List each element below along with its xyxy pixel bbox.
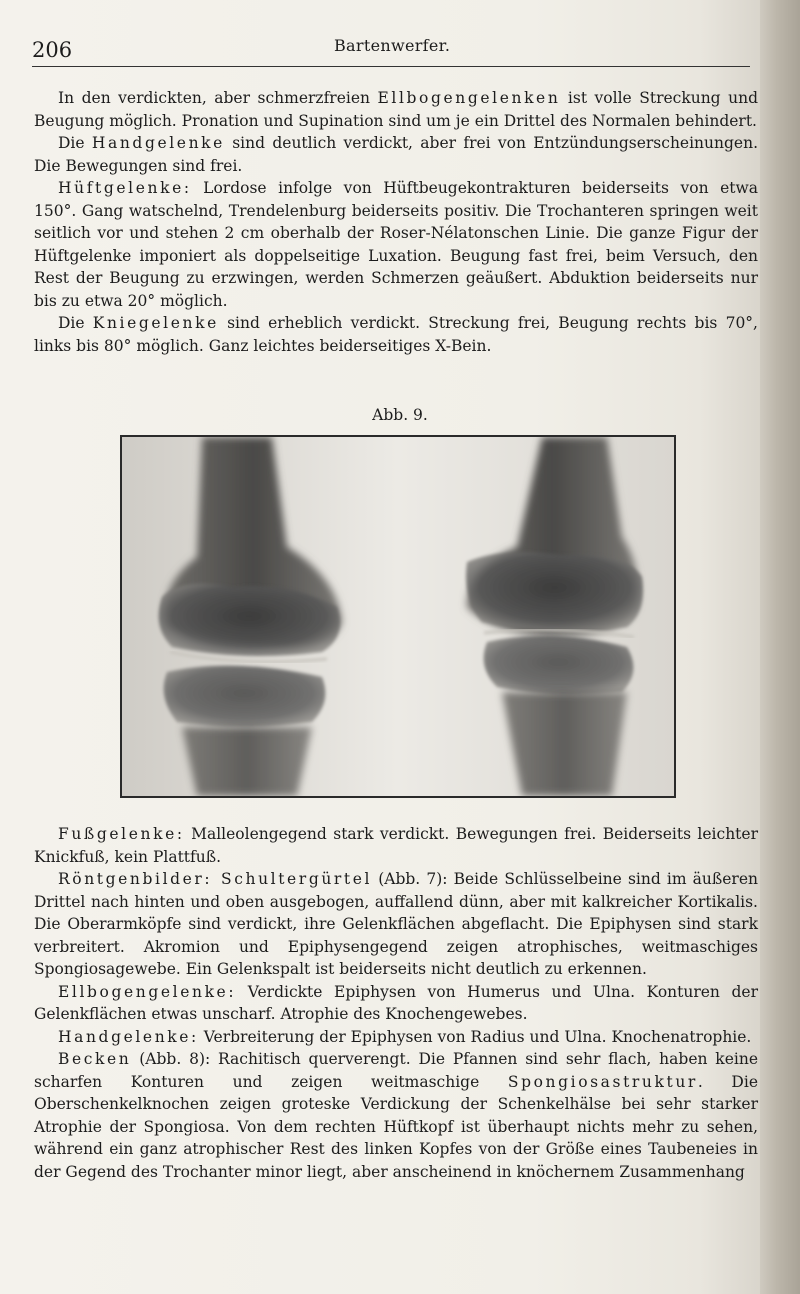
text-run: sind erheblich verdickt. Streckung frei, Beugung rechts bis 70°, links bis 80° möglich. Ganz leichtes beiderseitiges X-Bein.: [34, 314, 758, 355]
page-number: 206: [32, 38, 73, 62]
text-run: Lordose infolge von Hüftbeugekontrakturen beiderseits von etwa 150°. Gang watschelnd, Trendelenburg beiderseits positiv. Die Trochanteren springen weit seitlich vor und stehen 2 cm oberhalb der Roser-Nélatonschen Linie. Die ganze Figur der Hüftgelenke imponiert als doppelseitige Luxation. Beugung fast frei, beim Versuch, den Rest der Beugung zu erzwingen, werden Schmerzen geäußert. Abduktion beiderseits nur bis zu etwa 20° möglich.: [34, 179, 758, 310]
text-run: ist volle Streckung und Beugung möglich. Pronation und Supination sind um je ein Drittel des Normalen behindert.: [34, 89, 758, 130]
paragraph-handgelenke: [34, 132, 758, 177]
spaced-lead: Becken: [58, 1050, 132, 1068]
spaced-lead: Ellbogengelenke:: [58, 982, 237, 1001]
xray-drawing: [122, 437, 674, 796]
text-run: (Abb. 8): Rachitisch querverengt. Die Pfannen sind sehr flach, haben keine scharfen Konturen und zeigen weitmaschige: [34, 1050, 758, 1091]
paragraph-ellbogen: [34, 87, 758, 132]
spaced-term: Spongiosastruktur: [507, 1072, 698, 1091]
text-run: (Abb. 7): Beide Schlüsselbeine sind im äußeren Drittel nach hinten und oben ausgebogen, auffallend dünn, aber mit kalkreicher Kortikalis. Die Oberarmköpfe sind verdickt, ihre Gelenkflächen abgeflacht. Die Epiphysen sind stark verbreitert. Akromion und Epiphysengegend zeigen atrophisches, weitmaschiges Spongiosagewebe. Ein Gelenkspalt ist beiderseits nicht deutlich zu erkennen.: [34, 870, 758, 978]
text-run: Malleolengegend stark verdickt. Bewegungen frei. Beiderseits leichter Knickfuß, kein Plattfuß.: [34, 825, 758, 866]
spaced-lead: Handgelenke:: [58, 1027, 199, 1046]
spaced-term: Ellbogengelenken: [377, 89, 561, 107]
running-head: Bartenwerfer.: [334, 36, 451, 55]
text-run: . Die Oberschenkelknochen zeigen groteske Verdickung der Schenkelhälse bei sehr starker Atrophie der Spongiosa. Von dem rechten Hüftkopf ist überhaupt nichts mehr zu sehen, während ein ganz atrophischer Rest des linken Kopfes von der Größe eines Taubeneies in der Gegend des Trochanter minor liegt, aber anscheinend in knöchernem Zusammenhang: [34, 1072, 758, 1181]
knee-xray-image: [120, 435, 676, 798]
text-run: Die: [58, 134, 92, 152]
page-header: [32, 34, 750, 67]
spaced-lead: Röntgenbilder: Schultergürtel: [58, 870, 373, 888]
figure-caption: Abb. 9.: [372, 406, 428, 424]
text-run: sind deutlich verdickt, aber frei von Entzündungserscheinungen. Die Bewegungen sind frei.: [34, 134, 759, 175]
text-run: Die: [58, 314, 93, 332]
paragraph-ellbogengelenke: [34, 981, 758, 1026]
paragraph-roentgenbilder: [34, 868, 758, 981]
paragraph-handgelenke-roentgen: [34, 1026, 758, 1049]
spaced-term: Handgelenke: [91, 134, 225, 152]
text-run: Verbreiterung der Epiphysen von Radius und Ulna. Knochenatrophie.: [198, 1027, 752, 1046]
body-text-top: [34, 87, 758, 357]
paragraph-kniegelenke: [34, 312, 758, 357]
spaced-lead: Hüftgelenke:: [58, 179, 192, 197]
body-text-bottom: [34, 823, 758, 1183]
paragraph-fussgelenke: [34, 823, 758, 868]
book-gutter: [760, 0, 800, 1294]
spaced-term: Kniegelenke: [92, 314, 219, 332]
text-run: Verdickte Epiphysen von Humerus und Ulna. Konturen der Gelenkflächen etwas unscharf. Atrophie des Knochengewebes.: [34, 982, 758, 1023]
text-run: In den verdickten, aber schmerzfreien: [58, 89, 378, 107]
paragraph-hueftgelenke: [34, 177, 758, 312]
paragraph-becken: [34, 1048, 758, 1183]
spaced-lead: Fußgelenke:: [58, 825, 185, 843]
